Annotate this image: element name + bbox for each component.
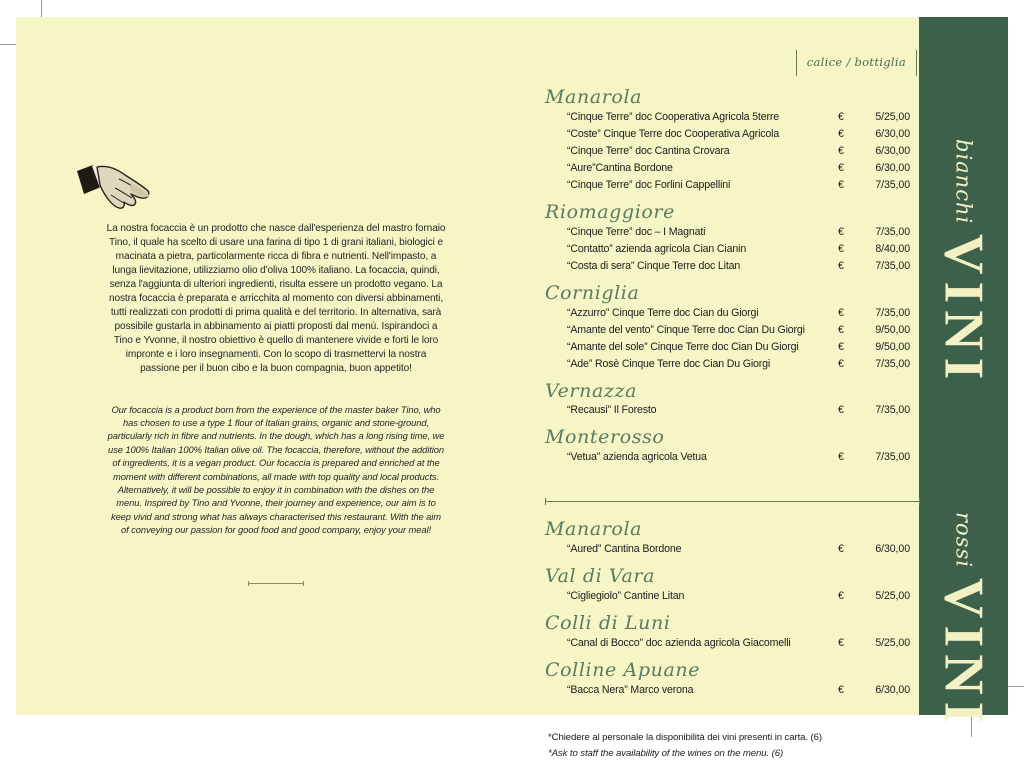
wine-name: “Vetua” azienda agricola Vetua [567, 451, 707, 464]
description-divider [248, 583, 304, 584]
wine-row [545, 543, 920, 559]
wine-row [545, 145, 920, 161]
band-script-bianchi: bianchi [951, 139, 976, 225]
price-header [545, 53, 920, 83]
wine-row [545, 637, 920, 653]
wine-region-heading: Vernazza [545, 379, 638, 402]
price-amount: 9/50,00 [875, 340, 910, 353]
wine-name: “Aure”Cantina Bordone [567, 161, 673, 174]
wine-row [545, 451, 920, 467]
wine-name: “Cinque Terre” doc – I Magnati [567, 225, 706, 238]
wine-row [545, 243, 920, 259]
wine-name: “Ade” Rosè Cinque Terre doc Cian Du Giorgi [567, 357, 771, 370]
wine-row [545, 307, 920, 323]
band-title-vini-reds: VINI [932, 577, 995, 731]
price-amount: 7/35,00 [875, 225, 910, 238]
band-group-whites [919, 139, 1008, 387]
focaccia-description-column [106, 137, 446, 584]
currency-symbol: € [838, 589, 844, 602]
wine-row [545, 179, 920, 195]
currency-symbol: € [838, 242, 844, 255]
price-amount: 5/25,00 [875, 110, 910, 123]
currency-symbol: € [838, 404, 844, 417]
wine-price [838, 162, 920, 174]
currency-symbol: € [838, 543, 844, 556]
currency-symbol: € [838, 178, 844, 191]
price-amount: 6/30,00 [875, 683, 910, 696]
price-amount: 6/30,00 [875, 543, 910, 556]
price-amount: 6/30,00 [875, 161, 910, 174]
currency-symbol: € [838, 161, 844, 174]
price-amount: 7/35,00 [875, 178, 910, 191]
wine-name: “Amante del sole” Cinque Terre doc Cian Du Giorgi [567, 340, 799, 353]
wine-region-heading: Manarola [545, 518, 643, 541]
currency-symbol: € [838, 323, 844, 336]
price-amount: 7/35,00 [875, 259, 910, 272]
footnotes [545, 730, 920, 762]
price-amount: 5/25,00 [875, 589, 910, 602]
wine-row [545, 358, 920, 374]
wine-name: “Cigliegiolo” Cantine Litan [567, 589, 685, 602]
wine-name: “Azzurro” Cinque Terre doc Cian du Giorgi [567, 306, 759, 319]
wine-row [545, 341, 920, 357]
description-italian: La nostra focaccia è un prodotto che nasce dall'esperienza del mastro fornaio Tino, il quale ha scelto di usare una farina di tipo 1 di grani italiani, biologici e macinata a pietra, particolarmente ricca di fibra e nutrienti. Nell'impasto, a lunga lievitazione, utilizziamo olio d'oliva 100% italiano. La focaccia, quindi, senza l'aggiunta di ulteriori ingredienti, risulta essere un prodotto vegano. La nostra focaccia è preparata e arricchita al momento con diversi abbinamenti, tutti realizzati con prodotti di prima qualità e del territorio. In alternativa, sarà possibile gustarla in abbinamento ai piatti proposti dal menù. Ispirandoci a Tino e Yvonne, il nostro obiettivo è quello di mantenere vivide e forti le loro impronte e i loro insegnamenti. Con lo scopo di trasmettervi la nostra passione per il buon cibo e la buon compagnia, buon appetito! [106, 223, 446, 375]
currency-symbol: € [838, 259, 844, 272]
price-amount: 9/50,00 [875, 323, 910, 336]
wine-region-heading: Val di Vara [545, 565, 656, 588]
price-amount: 8/40,00 [875, 242, 910, 255]
wine-price [838, 260, 920, 272]
wine-row [545, 111, 920, 127]
price-amount: 6/30,00 [875, 144, 910, 157]
wine-name: “Amante del vento” Cinque Terre doc Cian Du Giorgi [567, 323, 805, 336]
footnote-english: *Ask to staff the availability of the wines on the menu. (6) [548, 747, 784, 759]
wine-price [838, 324, 920, 336]
wine-row [545, 162, 920, 178]
red-wines-list [545, 519, 920, 699]
band-title-vini-whites: VINI [932, 234, 995, 387]
wine-name: “Cinque Terre” doc Cooperativa Agricola 5terre [567, 110, 779, 123]
wine-name: “Cinque Terre” doc Cantina Crovara [567, 144, 730, 157]
wine-name: “Coste” Cinque Terre doc Cooperativa Agricola [567, 127, 780, 140]
price-amount: 5/25,00 [875, 636, 910, 649]
wine-section-divider [545, 501, 920, 502]
pointing-hand-icon [71, 157, 167, 215]
price-amount: 7/35,00 [875, 306, 910, 319]
wine-price [838, 145, 920, 157]
wine-region-heading: Corniglia [545, 281, 640, 304]
wine-name: “Recausi” Il Foresto [567, 404, 657, 417]
currency-symbol: € [838, 340, 844, 353]
wine-price [838, 637, 920, 649]
wine-row [545, 590, 920, 606]
wine-price [838, 128, 920, 140]
band-script-rossi: rossi [951, 512, 976, 568]
wine-region-heading: Riomaggiore [545, 200, 675, 223]
wine-price [838, 341, 920, 353]
wine-price [838, 684, 920, 696]
wine-row [545, 128, 920, 144]
wine-price [838, 590, 920, 602]
currency-symbol: € [838, 110, 844, 123]
wine-price [838, 451, 920, 463]
wine-price [838, 226, 920, 238]
price-amount: 7/35,00 [875, 357, 910, 370]
currency-symbol: € [838, 306, 844, 319]
footnote-italian: *Chiedere al personale la disponibilità dei vini presenti in carta. (6) [548, 731, 822, 743]
wine-row [545, 684, 920, 700]
wine-price [838, 111, 920, 123]
currency-symbol: € [838, 357, 844, 370]
band-group-reds [919, 512, 1008, 730]
description-english: Our focaccia is a product born from the experience of the master baker Tino, who has chosen to use a type 1 flour of Italian grains, organic and stone-ground, particularly rich in fibre and nutrients. In the dough, which has a long rising time, we use 100% Italian 100% Italian olive oil. The focaccia, therefore, without the addition of ingredients, it is a vegan product. Our focaccia is prepared and enriched at the moment with different combinations, all made with top quality and local products. Alternatively, it will be possible to enjoy it in combination with the dishes on the menu. Inspired by Tino and Yvonne, their journey and experience, our aim is to keep vivid and strong what has always characterised this restaurant. With the aim of conveying our passion for good food and good company, enjoy your meal! [107, 403, 445, 536]
currency-symbol: € [838, 225, 844, 238]
wine-price [838, 307, 920, 319]
wine-row [545, 260, 920, 276]
wine-region-heading: Colline Apuane [545, 658, 701, 681]
wine-row [545, 404, 920, 420]
wine-name: “Contatto” azienda agricola Cian Cianin [567, 242, 747, 255]
wine-name: “Cinque Terre” doc Forlini Cappellini [567, 178, 731, 191]
wine-name: “Bacca Nera” Marco verona [567, 683, 694, 696]
currency-symbol: € [838, 127, 844, 140]
wine-price [838, 404, 920, 416]
wine-region-heading: Monterosso [545, 426, 665, 449]
price-amount: 6/30,00 [875, 127, 910, 140]
wine-price [838, 243, 920, 255]
wine-name: “Aured” Cantina Bordone [567, 543, 682, 556]
currency-symbol: € [838, 451, 844, 464]
price-amount: 7/35,00 [875, 404, 910, 417]
currency-symbol: € [838, 683, 844, 696]
wine-price [838, 358, 920, 370]
wine-price [838, 179, 920, 191]
price-amount: 7/35,00 [875, 451, 910, 464]
menu-page [16, 17, 1008, 759]
wine-row [545, 324, 920, 340]
wine-region-heading: Manarola [545, 86, 643, 108]
wine-price [838, 543, 920, 555]
price-header-label: calice / bottiglia [796, 54, 917, 70]
wine-list-column [545, 53, 920, 762]
currency-symbol: € [838, 144, 844, 157]
wine-side-band [919, 17, 1008, 731]
white-wines-list [545, 87, 920, 467]
wine-name: “Canal di Bocco” doc azienda agricola Giacomelli [567, 636, 791, 649]
wine-region-heading: Colli di Luni [545, 611, 671, 634]
wine-row [545, 226, 920, 242]
wine-name: “Costa di sera” Cinque Terre doc Litan [567, 259, 741, 272]
currency-symbol: € [838, 636, 844, 649]
